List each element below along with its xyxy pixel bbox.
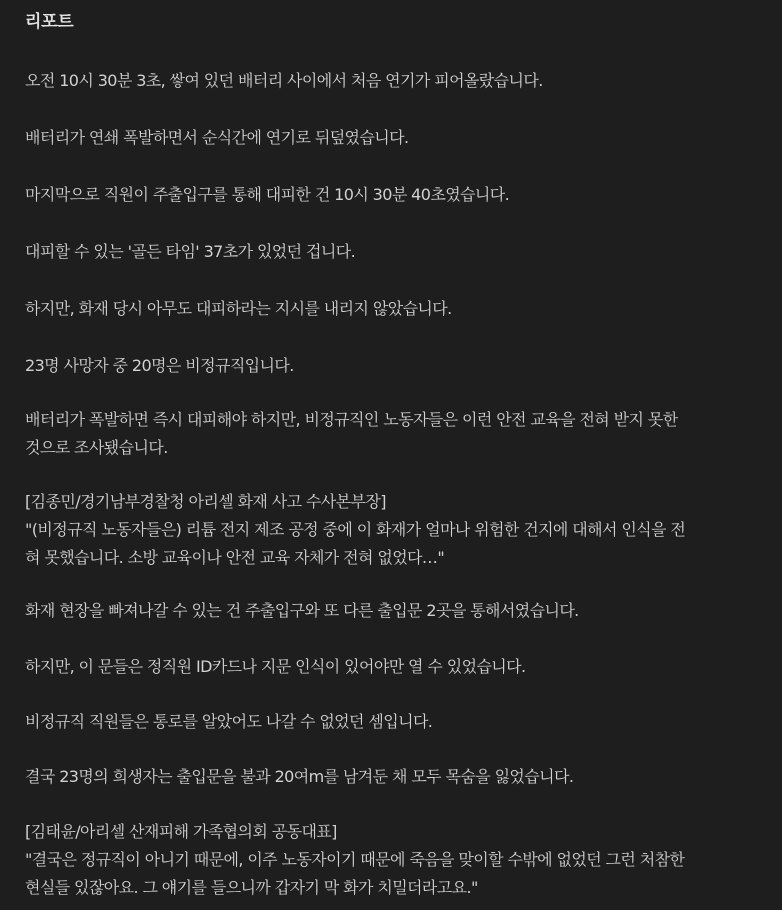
paragraph-line: 결국 23명의 희생자는 출입문을 불과 20여m를 남겨둔 채 모두 목숨을 잃었습니다.: [25, 767, 574, 786]
paragraph-line: 것으로 조사됐습니다.: [25, 438, 168, 457]
paragraph-line: 하지만, 화재 당시 아무도 대피하라는 지시를 내리지 않았습니다.: [25, 299, 452, 318]
paragraph-line: 하지만, 이 문들은 정직원 ID카드나 지문 인식이 있어야만 열 수 있었습니다.: [25, 657, 526, 676]
article-title: 리포트: [25, 12, 74, 32]
paragraph-line: 배터리가 폭발하면 즉시 대피해야 하지만, 비정규직인 노동자들은 이런 안전 교육을 전혀 받지 못한: [25, 410, 678, 429]
quote-paragraph: [25, 488, 765, 572]
paragraph-line: 오전 10시 30분 3초, 쌓여 있던 배터리 사이에서 처음 연기가 피어올랐습니다.: [25, 71, 543, 90]
paragraph: [25, 352, 765, 380]
quote-attribution: [김종민/경기남부경찰청 아리셀 화재 사고 수사본부장]: [25, 492, 386, 511]
paragraph-line: 23명 사망자 중 20명은 비정규직입니다.: [25, 356, 294, 375]
paragraph-line: 마지막으로 직원이 주출입구를 통해 대피한 건 10시 30분 40초였습니다.: [25, 185, 510, 204]
paragraph: [25, 124, 765, 152]
paragraph-line: 배터리가 연쇄 폭발하면서 순식간에 연기로 뒤덮였습니다.: [25, 128, 409, 147]
quote-paragraph: [25, 818, 765, 902]
paragraph: [25, 181, 765, 209]
paragraph: [25, 597, 765, 625]
quote-line: "(비정규직 노동자들은) 리튬 전지 제조 공정 중에 이 화재가 얼마나 위험한 건지에 대해서 인식을 전: [25, 520, 686, 539]
quote-attribution: [김태윤/아리셀 산재피해 가족협의회 공동대표]: [25, 822, 337, 841]
paragraph: [25, 67, 765, 95]
paragraph-line: 비정규직 직원들은 통로를 알았어도 나갈 수 없었던 셈입니다.: [25, 712, 433, 731]
paragraph-line: 대피할 수 있는 '골든 타임' 37초가 있었던 겁니다.: [25, 242, 356, 261]
paragraph-line: 화재 현장을 빠져나갈 수 있는 건 주출입구와 또 다른 출입문 2곳을 통해서였습니다.: [25, 601, 579, 620]
quote-line: "결국은 정규직이 아니기 때문에, 이주 노동자이기 때문에 죽음을 맞이할 수밖에 없었던 그런 처참한: [25, 850, 685, 869]
paragraph: [25, 295, 765, 323]
paragraph: [25, 238, 765, 266]
paragraph: [25, 653, 765, 681]
paragraph: [25, 763, 765, 791]
quote-line: 현실들 있잖아요. 그 얘기를 들으니까 갑자기 막 화가 치밀더라고요.": [25, 878, 478, 897]
quote-line: 혀 못했습니다. 소방 교육이나 안전 교육 자체가 전혀 없었다…": [25, 548, 445, 567]
paragraph: [25, 406, 765, 462]
paragraph: [25, 708, 765, 736]
